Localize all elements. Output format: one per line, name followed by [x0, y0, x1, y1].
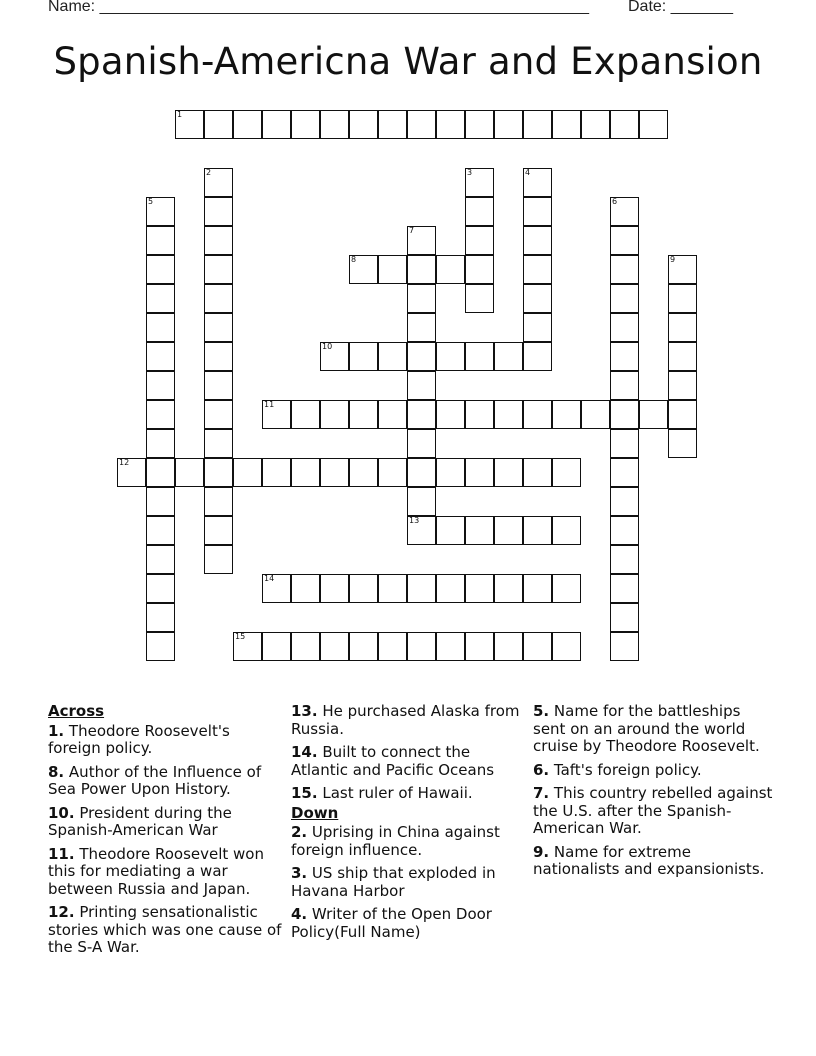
crossword-cell[interactable]	[378, 400, 407, 429]
crossword-cell[interactable]	[610, 313, 639, 342]
crossword-cell[interactable]	[523, 632, 552, 661]
cell-number: 13	[409, 516, 420, 525]
crossword-cell[interactable]	[204, 545, 233, 574]
crossword-cell[interactable]	[349, 458, 378, 487]
crossword-cell[interactable]	[552, 574, 581, 603]
clue-text: This country rebelled against the U.S. after the Spanish-American War.	[533, 784, 773, 837]
crossword-cell[interactable]	[610, 110, 639, 139]
crossword-cell[interactable]	[291, 400, 320, 429]
crossword-cell[interactable]	[320, 110, 349, 139]
crossword-cell[interactable]	[436, 516, 465, 545]
crossword-cell[interactable]	[349, 400, 378, 429]
clue-down-6	[533, 762, 773, 780]
crossword-cell[interactable]	[494, 342, 523, 371]
clue-down-4	[291, 906, 527, 941]
clue-number: 7.	[533, 784, 550, 802]
header	[48, 0, 748, 20]
crossword-cell[interactable]	[668, 255, 697, 284]
crossword-cell[interactable]	[204, 313, 233, 342]
crossword-cell[interactable]	[610, 371, 639, 400]
crossword-cell[interactable]	[494, 516, 523, 545]
crossword-cell[interactable]	[465, 168, 494, 197]
crossword-cell[interactable]	[610, 197, 639, 226]
clue-number: 4.	[291, 905, 308, 923]
crossword-cell[interactable]	[668, 429, 697, 458]
clue-text: Name for the battleships sent on an around the world cruise by Theodore Roosevelt.	[533, 702, 760, 755]
crossword-cell[interactable]	[349, 255, 378, 284]
crossword-cell[interactable]	[465, 284, 494, 313]
crossword-cell[interactable]	[117, 458, 146, 487]
across-heading: Across	[48, 702, 105, 720]
crossword-cell[interactable]	[349, 110, 378, 139]
clue-number: 11.	[48, 844, 75, 863]
crossword-cell[interactable]	[494, 458, 523, 487]
crossword-cell[interactable]	[494, 400, 523, 429]
clue-text: Writer of the Open Door Policy(Full Name)	[291, 905, 492, 941]
crossword-cell[interactable]	[262, 632, 291, 661]
crossword-cell[interactable]	[204, 516, 233, 545]
clue-down-7	[533, 785, 773, 838]
crossword-cell[interactable]	[523, 574, 552, 603]
crossword-cell[interactable]	[262, 110, 291, 139]
crossword-cell[interactable]	[378, 458, 407, 487]
crossword-cell[interactable]	[407, 400, 436, 429]
crossword-cell[interactable]	[610, 226, 639, 255]
clue-text: President during the Spanish-American War	[48, 803, 232, 839]
clue-text: Last ruler of Hawaii.	[322, 784, 473, 802]
crossword-cell[interactable]	[465, 632, 494, 661]
date-field-label[interactable]: Date: _______	[628, 0, 733, 15]
clue-down-2	[291, 824, 527, 859]
crossword-cell[interactable]	[262, 400, 291, 429]
crossword-cell[interactable]	[349, 632, 378, 661]
crossword-cell[interactable]	[436, 342, 465, 371]
crossword-cell[interactable]	[494, 110, 523, 139]
cell-number: 2	[206, 168, 212, 177]
crossword-cell[interactable]	[465, 226, 494, 255]
crossword-cell[interactable]	[204, 197, 233, 226]
crossword-cell[interactable]	[639, 400, 668, 429]
crossword-cell[interactable]	[668, 313, 697, 342]
clue-number: 2.	[291, 823, 308, 841]
crossword-cell[interactable]	[465, 342, 494, 371]
crossword-cell[interactable]	[436, 255, 465, 284]
crossword-cell[interactable]	[610, 342, 639, 371]
crossword-cell[interactable]	[610, 255, 639, 284]
crossword-cell[interactable]	[407, 458, 436, 487]
crossword-cell[interactable]	[291, 632, 320, 661]
clue-text: Name for extreme nationalists and expansionists.	[533, 842, 765, 878]
clue-number: 5.	[533, 702, 550, 720]
crossword-cell[interactable]	[465, 255, 494, 284]
clue-across-15	[291, 785, 527, 803]
crossword-cell[interactable]	[668, 400, 697, 429]
clue-number: 1.	[48, 721, 65, 740]
crossword-cell[interactable]	[233, 458, 262, 487]
crossword-cell[interactable]	[581, 110, 610, 139]
crossword-cell[interactable]	[146, 516, 175, 545]
crossword-cell[interactable]	[407, 110, 436, 139]
clue-across-1	[48, 723, 284, 758]
crossword-cell[interactable]	[523, 458, 552, 487]
crossword-cell[interactable]	[465, 574, 494, 603]
crossword-cell[interactable]	[378, 342, 407, 371]
crossword-cell[interactable]	[204, 429, 233, 458]
crossword-cell[interactable]	[320, 342, 349, 371]
crossword-cell[interactable]	[639, 110, 668, 139]
crossword-cell[interactable]	[407, 516, 436, 545]
crossword-cell[interactable]	[523, 313, 552, 342]
crossword-cell[interactable]	[523, 255, 552, 284]
clue-number: 12.	[48, 903, 75, 921]
crossword-cell[interactable]	[668, 284, 697, 313]
crossword-cell[interactable]	[465, 458, 494, 487]
cell-number: 6	[612, 197, 618, 206]
crossword-cell[interactable]	[204, 342, 233, 371]
clue-number: 3.	[291, 864, 308, 882]
crossword-cell[interactable]	[436, 458, 465, 487]
crossword-cell[interactable]	[146, 487, 175, 516]
clue-across-10	[48, 805, 284, 840]
crossword-cell[interactable]	[610, 458, 639, 487]
crossword-cell[interactable]	[204, 168, 233, 197]
crossword-cell[interactable]	[175, 458, 204, 487]
crossword-cell[interactable]	[407, 574, 436, 603]
clue-text: Theodore Roosevelt won this for mediating a war between Russia and Japan.	[48, 844, 264, 898]
crossword-cell[interactable]	[291, 458, 320, 487]
clue-down-5	[533, 703, 773, 756]
crossword-cell[interactable]	[523, 516, 552, 545]
crossword-cell[interactable]	[552, 400, 581, 429]
crossword-cell[interactable]	[407, 255, 436, 284]
crossword-cell[interactable]	[291, 110, 320, 139]
cell-number: 11	[264, 400, 275, 409]
clue-across-11	[48, 846, 284, 899]
crossword-cell[interactable]	[610, 400, 639, 429]
clues-column-3	[533, 703, 773, 885]
cell-number: 7	[409, 226, 415, 235]
clue-number: 15.	[291, 784, 318, 802]
crossword-cell[interactable]	[233, 110, 262, 139]
crossword-cell[interactable]	[349, 342, 378, 371]
cell-number: 14	[264, 574, 275, 583]
crossword-cell[interactable]	[320, 400, 349, 429]
cell-number: 5	[148, 197, 154, 206]
crossword-cell[interactable]	[146, 429, 175, 458]
crossword-cell[interactable]	[436, 110, 465, 139]
crossword-cell[interactable]	[146, 313, 175, 342]
page-title: Spanish-Americna War and Expansion	[53, 40, 763, 83]
crossword-cell[interactable]	[146, 545, 175, 574]
crossword-cell[interactable]	[668, 371, 697, 400]
crossword-cell[interactable]	[407, 226, 436, 255]
crossword-cell[interactable]	[204, 255, 233, 284]
crossword-cell[interactable]	[610, 284, 639, 313]
crossword-cell[interactable]	[523, 110, 552, 139]
crossword-cell[interactable]	[204, 458, 233, 487]
crossword-cell[interactable]	[407, 487, 436, 516]
crossword-cell[interactable]	[233, 632, 262, 661]
crossword-cell[interactable]	[465, 516, 494, 545]
cell-number: 4	[525, 168, 531, 177]
crossword-cell[interactable]	[523, 400, 552, 429]
crossword-cell[interactable]	[407, 371, 436, 400]
crossword-cell[interactable]	[407, 429, 436, 458]
crossword-cell[interactable]	[349, 574, 378, 603]
crossword-cell[interactable]	[465, 400, 494, 429]
cell-number: 10	[322, 342, 333, 351]
crossword-cell[interactable]	[436, 632, 465, 661]
name-field-label[interactable]: Name: _______________________________________________________	[48, 0, 589, 15]
crossword-cell[interactable]	[320, 632, 349, 661]
crossword-cell[interactable]	[407, 632, 436, 661]
clue-number: 6.	[533, 760, 550, 779]
clue-down-3	[291, 865, 527, 900]
crossword-cell[interactable]	[146, 574, 175, 603]
clue-text: Printing sensationalistic stories which was one cause of the S-A War.	[48, 903, 282, 956]
crossword-cell[interactable]	[465, 197, 494, 226]
crossword-cell[interactable]	[523, 168, 552, 197]
crossword-cell[interactable]	[378, 632, 407, 661]
crossword-cell[interactable]	[146, 371, 175, 400]
crossword-cell[interactable]	[668, 342, 697, 371]
crossword-cell[interactable]	[552, 632, 581, 661]
clue-number: 8.	[48, 762, 65, 781]
clue-number: 14.	[291, 743, 318, 761]
crossword-cell[interactable]	[320, 458, 349, 487]
cell-number: 12	[119, 458, 130, 467]
crossword-cell[interactable]	[262, 458, 291, 487]
crossword-cell[interactable]	[610, 574, 639, 603]
crossword-cell[interactable]	[204, 110, 233, 139]
crossword-cell[interactable]	[204, 226, 233, 255]
crossword-cell[interactable]	[523, 284, 552, 313]
crossword-cell[interactable]	[610, 429, 639, 458]
crossword-cell[interactable]	[523, 226, 552, 255]
crossword-cell[interactable]	[494, 632, 523, 661]
down-heading: Down	[291, 803, 339, 822]
cell-number: 1	[177, 110, 183, 119]
crossword-cell[interactable]	[523, 342, 552, 371]
cell-number: 9	[670, 255, 676, 264]
crossword-cell[interactable]	[436, 400, 465, 429]
clue-text: Theodore Roosevelt's foreign policy.	[48, 721, 230, 757]
cell-number: 3	[467, 168, 473, 177]
crossword-cell[interactable]	[146, 400, 175, 429]
crossword-cell[interactable]	[378, 255, 407, 284]
clue-text: Author of the Influence of Sea Power Upon History.	[48, 762, 262, 798]
crossword-cell[interactable]	[378, 574, 407, 603]
crossword-cell[interactable]	[610, 487, 639, 516]
crossword-cell[interactable]	[494, 574, 523, 603]
clue-across-13	[291, 703, 527, 738]
crossword-cell[interactable]	[552, 110, 581, 139]
crossword-cell[interactable]	[465, 110, 494, 139]
crossword-cell[interactable]	[146, 226, 175, 255]
crossword-cell[interactable]	[610, 516, 639, 545]
clue-down-9	[533, 844, 773, 879]
clue-number: 10.	[48, 803, 75, 822]
crossword-cell[interactable]	[320, 574, 349, 603]
crossword-cell[interactable]	[146, 632, 175, 661]
crossword-cell[interactable]	[610, 545, 639, 574]
crossword-cell[interactable]	[204, 487, 233, 516]
crossword-cell[interactable]	[552, 516, 581, 545]
cell-number: 8	[351, 255, 357, 264]
clue-text: Taft's foreign policy.	[553, 760, 702, 779]
crossword-cell[interactable]	[204, 284, 233, 313]
crossword-cell[interactable]	[146, 284, 175, 313]
clue-across-12	[48, 904, 284, 957]
clue-number: 13.	[291, 702, 318, 720]
cell-number: 15	[235, 632, 246, 641]
clue-number: 9.	[533, 842, 550, 861]
crossword-cell[interactable]	[204, 371, 233, 400]
clue-text: Uprising in China against foreign influence.	[291, 823, 500, 859]
crossword-cell[interactable]	[146, 458, 175, 487]
crossword-cell[interactable]	[378, 110, 407, 139]
crossword-cell[interactable]	[436, 574, 465, 603]
crossword-cell[interactable]	[552, 458, 581, 487]
crossword-cell[interactable]	[610, 632, 639, 661]
crossword-cell[interactable]	[175, 110, 204, 139]
clues-column-2	[291, 703, 527, 947]
crossword-cell[interactable]	[407, 313, 436, 342]
clues-column-1	[48, 703, 284, 963]
crossword-cell[interactable]	[407, 342, 436, 371]
crossword-cell[interactable]	[581, 400, 610, 429]
crossword-cell[interactable]	[146, 603, 175, 632]
crossword-cell[interactable]	[523, 197, 552, 226]
crossword-cell[interactable]	[610, 603, 639, 632]
crossword-cell[interactable]	[262, 574, 291, 603]
clue-text: US ship that exploded in Havana Harbor	[291, 864, 496, 900]
clue-across-8	[48, 764, 284, 799]
crossword-cell[interactable]	[146, 342, 175, 371]
crossword-cell[interactable]	[146, 197, 175, 226]
crossword-cell[interactable]	[291, 574, 320, 603]
clue-text: Built to connect the Atlantic and Pacific Oceans	[291, 743, 495, 779]
crossword-cell[interactable]	[407, 284, 436, 313]
clue-text: He purchased Alaska from Russia.	[291, 702, 520, 738]
clue-across-14	[291, 744, 527, 779]
crossword-cell[interactable]	[146, 255, 175, 284]
crossword-cell[interactable]	[204, 400, 233, 429]
